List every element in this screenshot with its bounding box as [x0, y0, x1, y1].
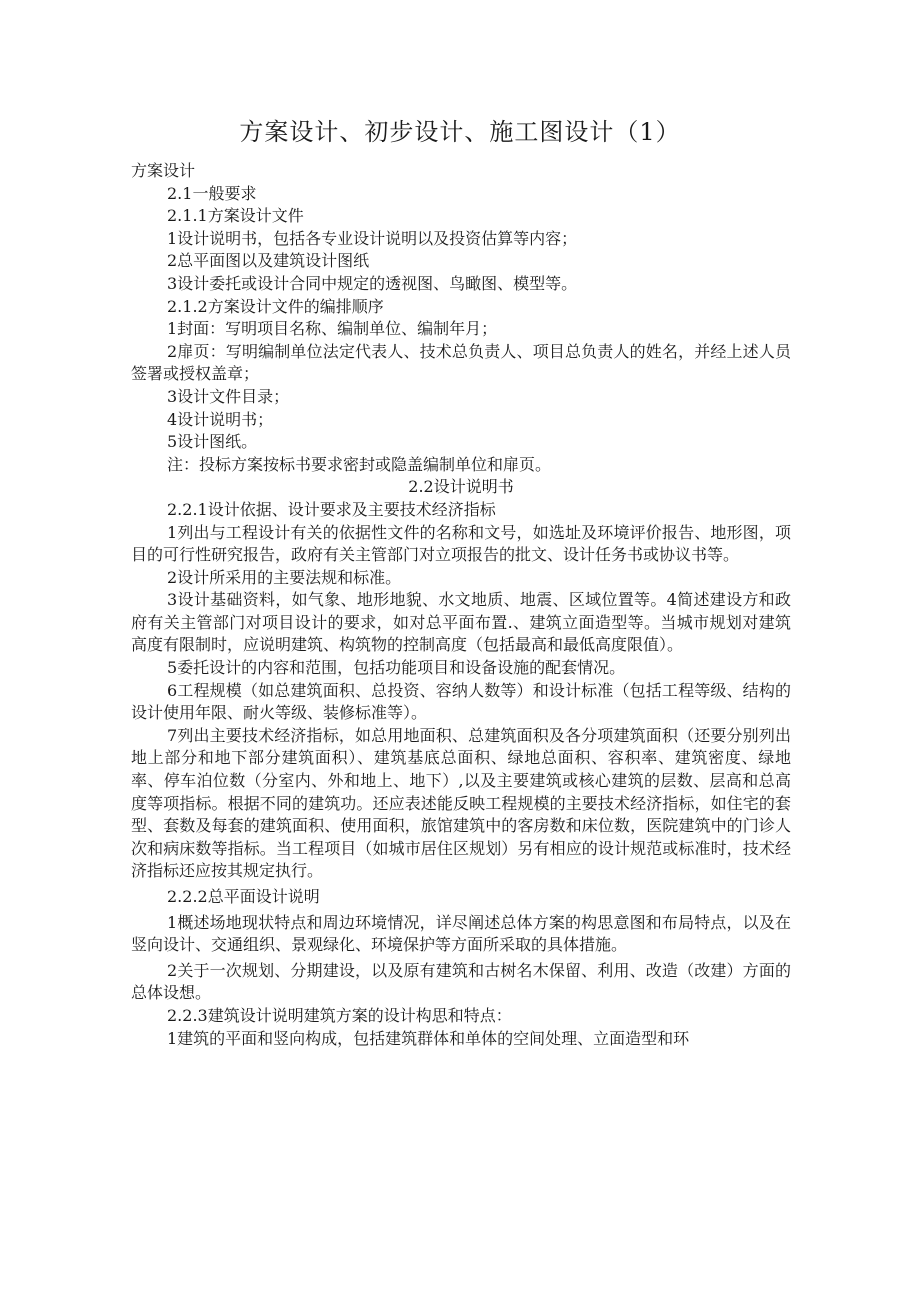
document-body: [131, 160, 791, 1050]
paragraph: 2.1.2方案设计文件的编排顺序: [167, 296, 384, 316]
paragraph: 2总平面图以及建筑设计图纸: [167, 251, 370, 271]
paragraph: 注：投标方案按标书要求密封或隐盖编制单位和扉页。: [167, 454, 552, 474]
paragraph: 2.1一般要求: [167, 183, 257, 203]
document-title: 方案设计、初步设计、施工图设计（1）: [239, 118, 681, 146]
paragraph: 3设计文件目录；: [167, 386, 290, 406]
paragraph: 1列出与工程设计有关的依据性文件的名称和文号，如选址及环境评价报告、地形图，项目的可行性研究报告，政府有关主管部门对立项报告的批文、设计任务书或协议书等。: [131, 522, 791, 565]
paragraph: 5设计图纸。: [167, 432, 258, 452]
paragraph: 3设计委托或设计合同中规定的透视图、鸟瞰图、模型等。: [167, 273, 578, 293]
paragraph: 2.2.1设计依据、设计要求及主要技术经济指标: [167, 499, 496, 519]
paragraph: 2关于一次规划、分期建设，以及原有建筑和古树名木保留、利用、改造（改建）方面的总体设想。: [131, 960, 791, 1003]
paragraph: 1设计说明书，包括各专业设计说明以及投资估算等内容；: [167, 228, 578, 248]
paragraph: 2扉页：写明编制单位法定代表人、技术总负责人、项目总负责人的姓名，并经上述人员签署或授权盖章；: [131, 341, 791, 384]
paragraph: 2设计所采用的主要法规和标准。: [167, 567, 402, 587]
paragraph: 方案设计: [131, 161, 196, 180]
section-heading: 2.2设计说明书: [408, 477, 514, 497]
paragraph: 1封面：写明项目名称、编制单位、编制年月；: [167, 319, 498, 339]
paragraph: 7列出主要技术经济指标，如总用地面积、总建筑面积及各分项建筑面积（还要分别列出地上部分和地下部分建筑面积）、建筑基底总面积、绿地总面积、容积率、建筑密度、绿地率、停车泊位数（分室内、外和地上、地下）,以及主要建筑或核心建筑的层数、层高和总高度等项指标。根据不同的建筑功。还应表述能反映工程规模的主要技术经济指标，如住宅的套型、套数及每套的建筑面积、使用面积，旅馆建筑中的客房数和床位数，医院建筑中的门诊人次和病床数等指标。当工程项目（如城市居住区规划）另有相应的设计规范或标准时，技术经济指标还应按其规定执行。: [131, 725, 791, 881]
paragraph: 2.1.1方案设计文件: [167, 206, 304, 226]
paragraph: 4设计说明书；: [167, 409, 274, 429]
paragraph: 2.2.2总平面设计说明: [167, 887, 320, 906]
paragraph: 1概述场地现状特点和周边环境情况，详尽阐述总体方案的构思意图和布局特点，以及在竖向设计、交通组织、景观绿化、环境保护等方面所采取的具体措施。: [131, 912, 791, 955]
paragraph: 1建筑的平面和竖向构成，包括建筑群体和单体的空间处理、立面造型和环: [167, 1028, 690, 1048]
paragraph: 6工程规模（如总建筑面积、总投资、容纳人数等）和设计标准（包括工程等级、结构的设计使用年限、耐火等级、装修标准等）。: [131, 680, 791, 723]
paragraph: 5委托设计的内容和范围，包括功能项目和设备设施的配套情况。: [167, 658, 626, 678]
paragraph: 2.2.3建筑设计说明建筑方案的设计构思和特点：: [167, 1005, 512, 1025]
paragraph: 3设计基础资料，如气象、地形地貌、水文地质、地震、区域位置等。4简述建设方和政府有关主管部门对项目设计的要求，如对总平面布置.、建筑立面造型等。当城市规划对建筑高度有限制时，应说明建筑、构筑物的控制高度（包括最高和最低高度限值）。: [131, 590, 791, 655]
